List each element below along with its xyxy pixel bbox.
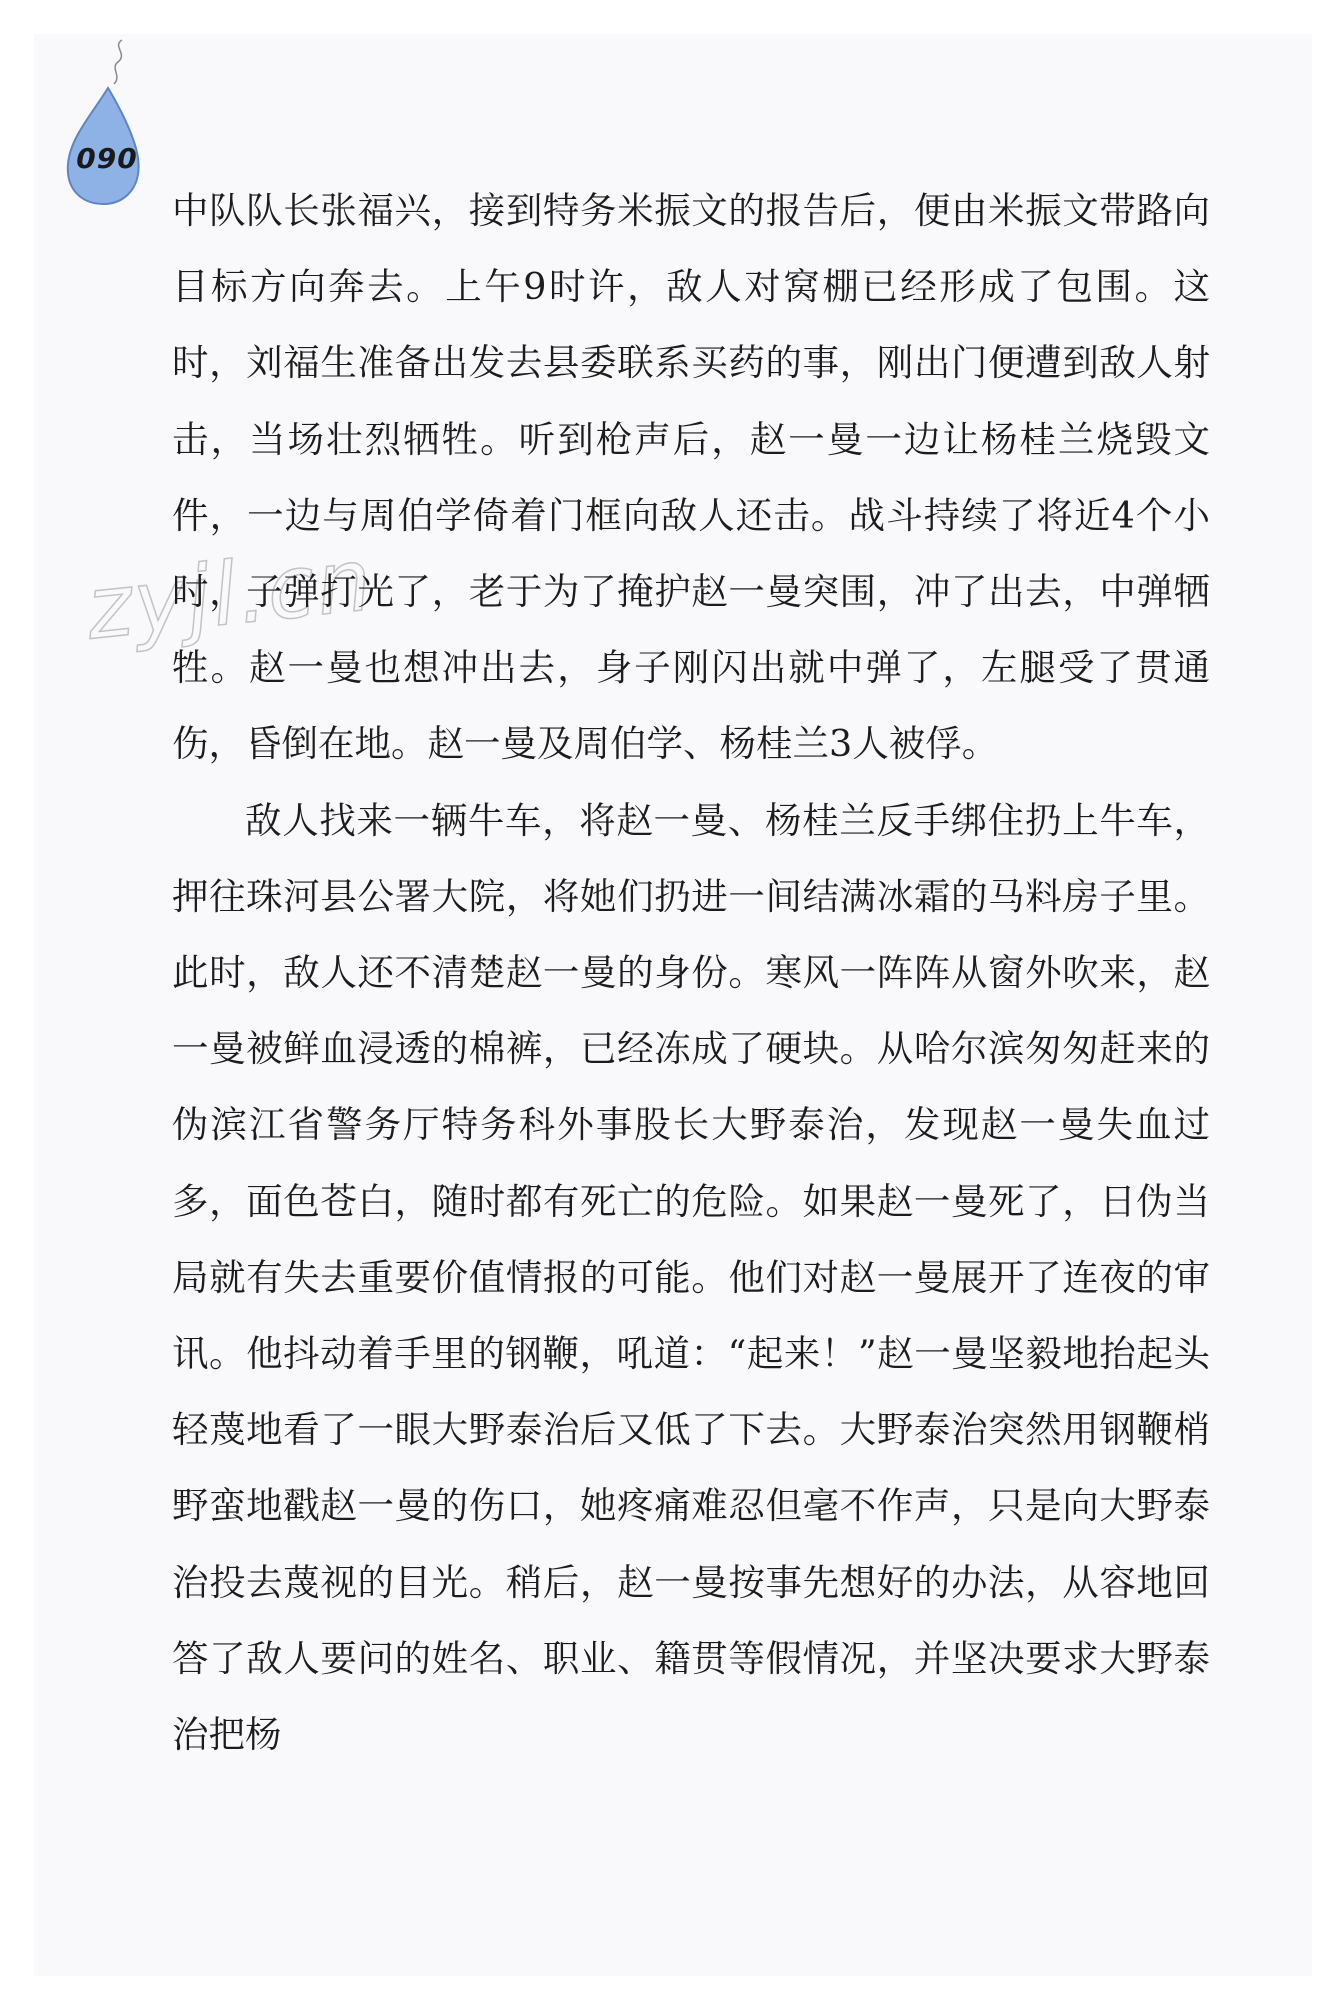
water-drop-icon: [62, 38, 144, 208]
page-number: 090: [76, 142, 138, 175]
paragraph-1: 中队队长张福兴，接到特务米振文的报告后，便由米振文带路向目标方向奔去。上午9时许，敌人对窝棚已经形成了包围。这时，刘福生准备出发去县委联系买药的事，刚出门便遭到敌人射击，当场壮烈牺牲。听到枪声后，赵一曼一边让杨桂兰烧毁文件，一边与周伯学倚着门框向敌人还击。战斗持续了将近4个小时，子弹打光了，老于为了掩护赵一曼突围，冲了出去，中弹牺牲。赵一曼也想冲出去，身子刚闪出就中弹了，左腿受了贯通伤，昏倒在地。赵一曼及周伯学、杨桂兰3人被俘。: [172, 189, 1210, 766]
paragraph-2: 敌人找来一辆牛车，将赵一曼、杨桂兰反手绑住扔上牛车，押往珠河县公署大院，将她们扔进一间结满冰霜的马料房子里。此时，敌人还不清楚赵一曼的身份。寒风一阵阵从窗外吹来，赵一曼被鲜血浸透的棉裤，已经冻成了硬块。从哈尔滨匆匆赶来的伪滨江省警务厅特务科外事股长大野泰治，发现赵一曼失血过多，面色苍白，随时都有死亡的危险。如果赵一曼死了，日伪当局就有失去重要价值情报的可能。他们对赵一曼展开了连夜的审讯。他抖动着手里的钢鞭，吼道：“起来！”赵一曼坚毅地抬起头轻蔑地看了一眼大野泰治后又低了下去。大野泰治突然用钢鞭梢野蛮地戳赵一曼的伤口，她疼痛难忍但毫不作声，只是向大野泰治投去蔑视的目光。稍后，赵一曼按事先想好的办法，从容地回答了敌人要问的姓名、职业、籍贯等假情况，并坚决要求大野泰治把杨: [172, 798, 1210, 1757]
watermark: zyjl.cn: [82, 530, 378, 660]
body-text: [172, 173, 1210, 1773]
